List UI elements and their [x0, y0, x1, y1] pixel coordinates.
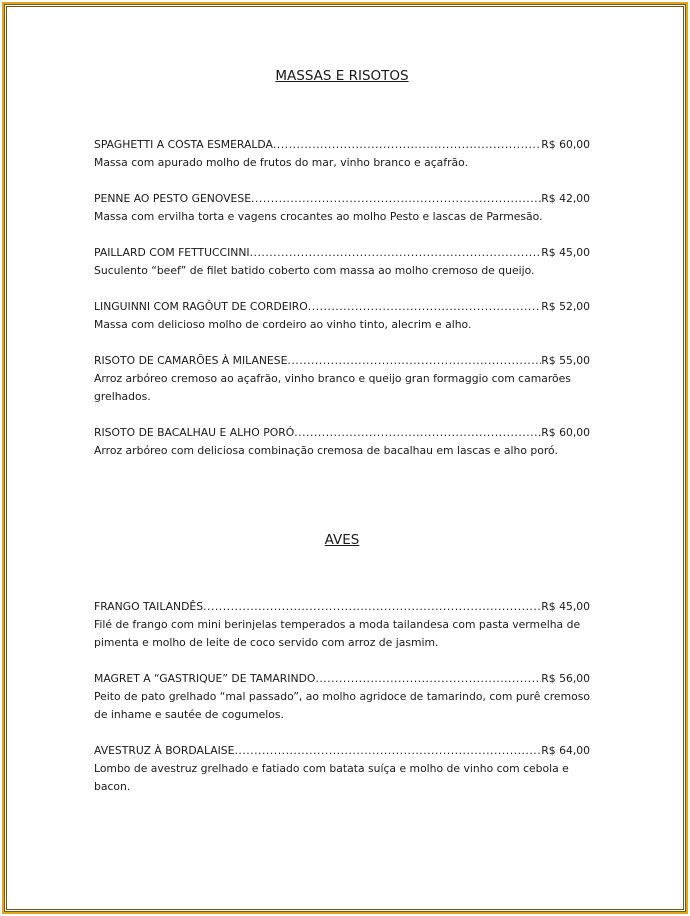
menu-item: [94, 598, 590, 652]
menu-item: [94, 298, 590, 334]
item-name: RISOTO DE BACALHAU E ALHO PORÓ: [94, 426, 295, 439]
item-description: Peito de pato grelhado “mal passado”, ao molho agridoce de tamarindo, com purê cremoso de inhame e sautée de cogumelos.: [94, 690, 590, 721]
menu-item: [94, 742, 590, 796]
section-title-massas: MASSAS E RISOTOS: [275, 68, 409, 84]
item-price: R$ 60,00: [541, 426, 590, 439]
section-title-aves: AVES: [324, 532, 360, 548]
item-price: R$ 56,00: [541, 672, 590, 685]
item-name: LINGUINNI COM RAGÔUT DE CORDEIRO: [94, 300, 308, 313]
menu-item: [94, 136, 590, 172]
item-description: Suculento “beef” de filet batido coberto com massa ao molho cremoso de queijo.: [94, 264, 535, 277]
item-description: Filé de frango com mini berinjelas temperados a moda tailandesa com pasta vermelha de pimenta e molho de leite de coco servido com arroz de jasmim.: [94, 618, 581, 649]
dot-leader: [250, 244, 542, 262]
menu-item: [94, 352, 590, 406]
dot-leader: [294, 424, 541, 442]
item-price: R$ 55,00: [541, 354, 590, 367]
dot-leader: [273, 136, 541, 154]
item-name: SPAGHETTI A COSTA ESMERALDA: [94, 138, 273, 151]
menu-item: [94, 424, 590, 460]
item-description: Arroz arbóreo com deliciosa combinação cremosa de bacalhau em lascas e alho poró.: [94, 444, 558, 457]
item-price: R$ 45,00: [541, 246, 590, 259]
item-price: R$ 42,00: [541, 192, 590, 205]
item-description: Massa com delicioso molho de cordeiro ao vinho tinto, alecrim e alho.: [94, 318, 472, 331]
item-description: Massa com ervilha torta e vagens crocantes ao molho Pesto e lascas de Parmesão.: [94, 210, 543, 223]
item-description: Lombo de avestruz grelhado e fatiado com batata suíça e molho de vinho com cebola e bacon.: [94, 762, 569, 793]
item-price: R$ 52,00: [541, 300, 590, 313]
item-description: Massa com apurado molho de frutos do mar, vinho branco e açafrão.: [94, 156, 469, 169]
item-name: PENNE AO PESTO GENOVESE: [94, 192, 252, 205]
menu-item: [94, 244, 590, 280]
item-name: PAILLARD COM FETTUCCINNI: [94, 246, 250, 259]
dot-leader: [234, 742, 541, 760]
item-name: RISOTO DE CAMARÕES À MILANESE: [94, 354, 288, 367]
dot-leader: [203, 598, 541, 616]
dot-leader: [251, 190, 541, 208]
item-description: Arroz arbóreo cremoso ao açafrão, vinho branco e queijo gran formaggio com camarões grelhados.: [94, 372, 571, 403]
menu-item: [94, 190, 590, 226]
item-price: R$ 60,00: [541, 138, 590, 151]
item-name: AVESTRUZ À BORDALAISE: [94, 744, 235, 757]
menu-item: [94, 670, 590, 724]
dot-leader: [315, 670, 541, 688]
dot-leader: [287, 352, 541, 370]
item-price: R$ 64,00: [541, 744, 590, 757]
item-price: R$ 45,00: [541, 600, 590, 613]
item-name: MAGRET A “GASTRIQUE” DE TAMARINDO: [94, 672, 316, 685]
dot-leader: [308, 298, 542, 316]
item-name: FRANGO TAILANDÊS: [94, 600, 204, 613]
